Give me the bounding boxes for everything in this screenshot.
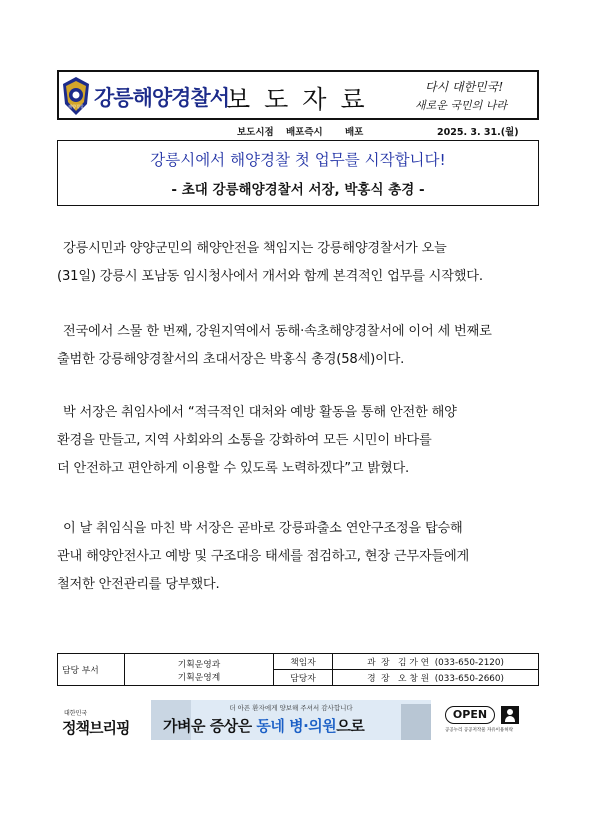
paragraph-4 <box>57 515 539 599</box>
dept-label: 담당 부서 <box>58 654 125 686</box>
release-date-value: 2025. 3. 31.(월) <box>437 127 519 138</box>
coast-guard-emblem-icon <box>62 76 90 116</box>
paragraph-line: 관내 해양안전사고 예방 및 구조대응 태세를 점검하고, 현장 근무자들에게 <box>57 549 470 564</box>
paragraph-line: 철저한 안전관리를 당부했다. <box>57 577 220 592</box>
dept-names <box>125 654 274 686</box>
open-sub-text: 공공누리 공공저작물 자유이용허락 <box>445 728 514 733</box>
banner-top-text: 더 아픈 환자에게 양보해 주셔서 감사합니다 <box>229 704 353 712</box>
org-name: 강릉해양경찰서 <box>94 86 230 110</box>
slogan-calligraphy <box>407 74 527 116</box>
release-date-label: 배포 <box>345 127 364 138</box>
briefing-small-text: 대한민국 <box>64 710 88 717</box>
responsible-label: 책임자 <box>274 654 333 670</box>
banner-main-part1: 가벼운 증상은 <box>163 717 257 735</box>
paragraph-line: 이 날 취임식을 마친 박 서장은 곧바로 강릉파출소 연안구조정을 탑승해 <box>63 521 463 536</box>
paragraph-line: 더 안전하고 편안하게 이용할 수 있도록 노력하겠다”고 밝혔다. <box>57 461 410 476</box>
open-label: OPEN <box>445 706 495 724</box>
paragraph-line: 출범한 강릉해양경찰서의 초대서장은 박홍식 총경(58세)이다. <box>57 352 405 367</box>
contact-table <box>57 653 539 686</box>
policy-briefing-logo <box>62 708 142 740</box>
svg-text:다시 대한민국!: 다시 대한민국! <box>425 80 504 94</box>
responsible-value: 과 장 김 가 연 (033-650-2120) <box>333 654 539 670</box>
dept-name-2: 기획운영계 <box>177 672 221 683</box>
open-license-logo <box>445 706 529 738</box>
release-time-value: 배포즉시 <box>286 127 323 138</box>
page-subtitle: - 초대 강릉해양경찰서 서장, 박홍식 총경 - <box>171 182 425 198</box>
paragraph-line: (31일) 강릉시 포남동 임시청사에서 개서와 함께 본격적인 업무를 시작했다. <box>57 269 483 284</box>
briefing-main-text: 정책브리핑 <box>62 719 130 737</box>
page-title: 강릉시에서 해양경찰 첫 업무를 시작합니다! <box>150 151 446 169</box>
svg-text:새로운 국민의 나라: 새로운 국민의 나라 <box>415 99 508 112</box>
dept-name-1: 기획운영과 <box>177 659 221 670</box>
paragraph-2 <box>57 318 539 374</box>
person-icon <box>501 706 519 724</box>
banner-main-text <box>163 715 364 736</box>
paragraph-line: 강릉시민과 양양군민의 해양안전을 책임지는 강릉해양경찰서가 오늘 <box>63 241 447 256</box>
release-time-label: 보도시점 <box>237 127 274 138</box>
paragraph-line: 박 서장은 취임사에서 “적극적인 대처와 예방 활동을 통해 안전한 해양 <box>63 405 457 420</box>
staff-value: 경 장 오 창 원 (033-650-2660) <box>333 670 539 686</box>
svg-text:해양경찰: 해양경찰 <box>68 104 84 109</box>
paragraph-3 <box>57 399 539 483</box>
paragraph-line: 전국에서 스물 한 번째, 강원지역에서 동해·속초해양경찰서에 이어 세 번째로 <box>63 324 492 339</box>
document-type: 보도자료 <box>226 85 379 114</box>
banner-main-part2: 동네 병·의원 <box>256 717 337 735</box>
banner-building-image <box>401 704 431 740</box>
staff-label: 담당자 <box>274 670 333 686</box>
banner-main-part3: 으로 <box>336 717 365 735</box>
paragraph-line: 환경을 만들고, 지역 사회와의 소통을 강화하여 모든 시민이 바다를 <box>57 433 432 448</box>
paragraph-1 <box>57 235 539 291</box>
health-banner <box>151 700 431 740</box>
